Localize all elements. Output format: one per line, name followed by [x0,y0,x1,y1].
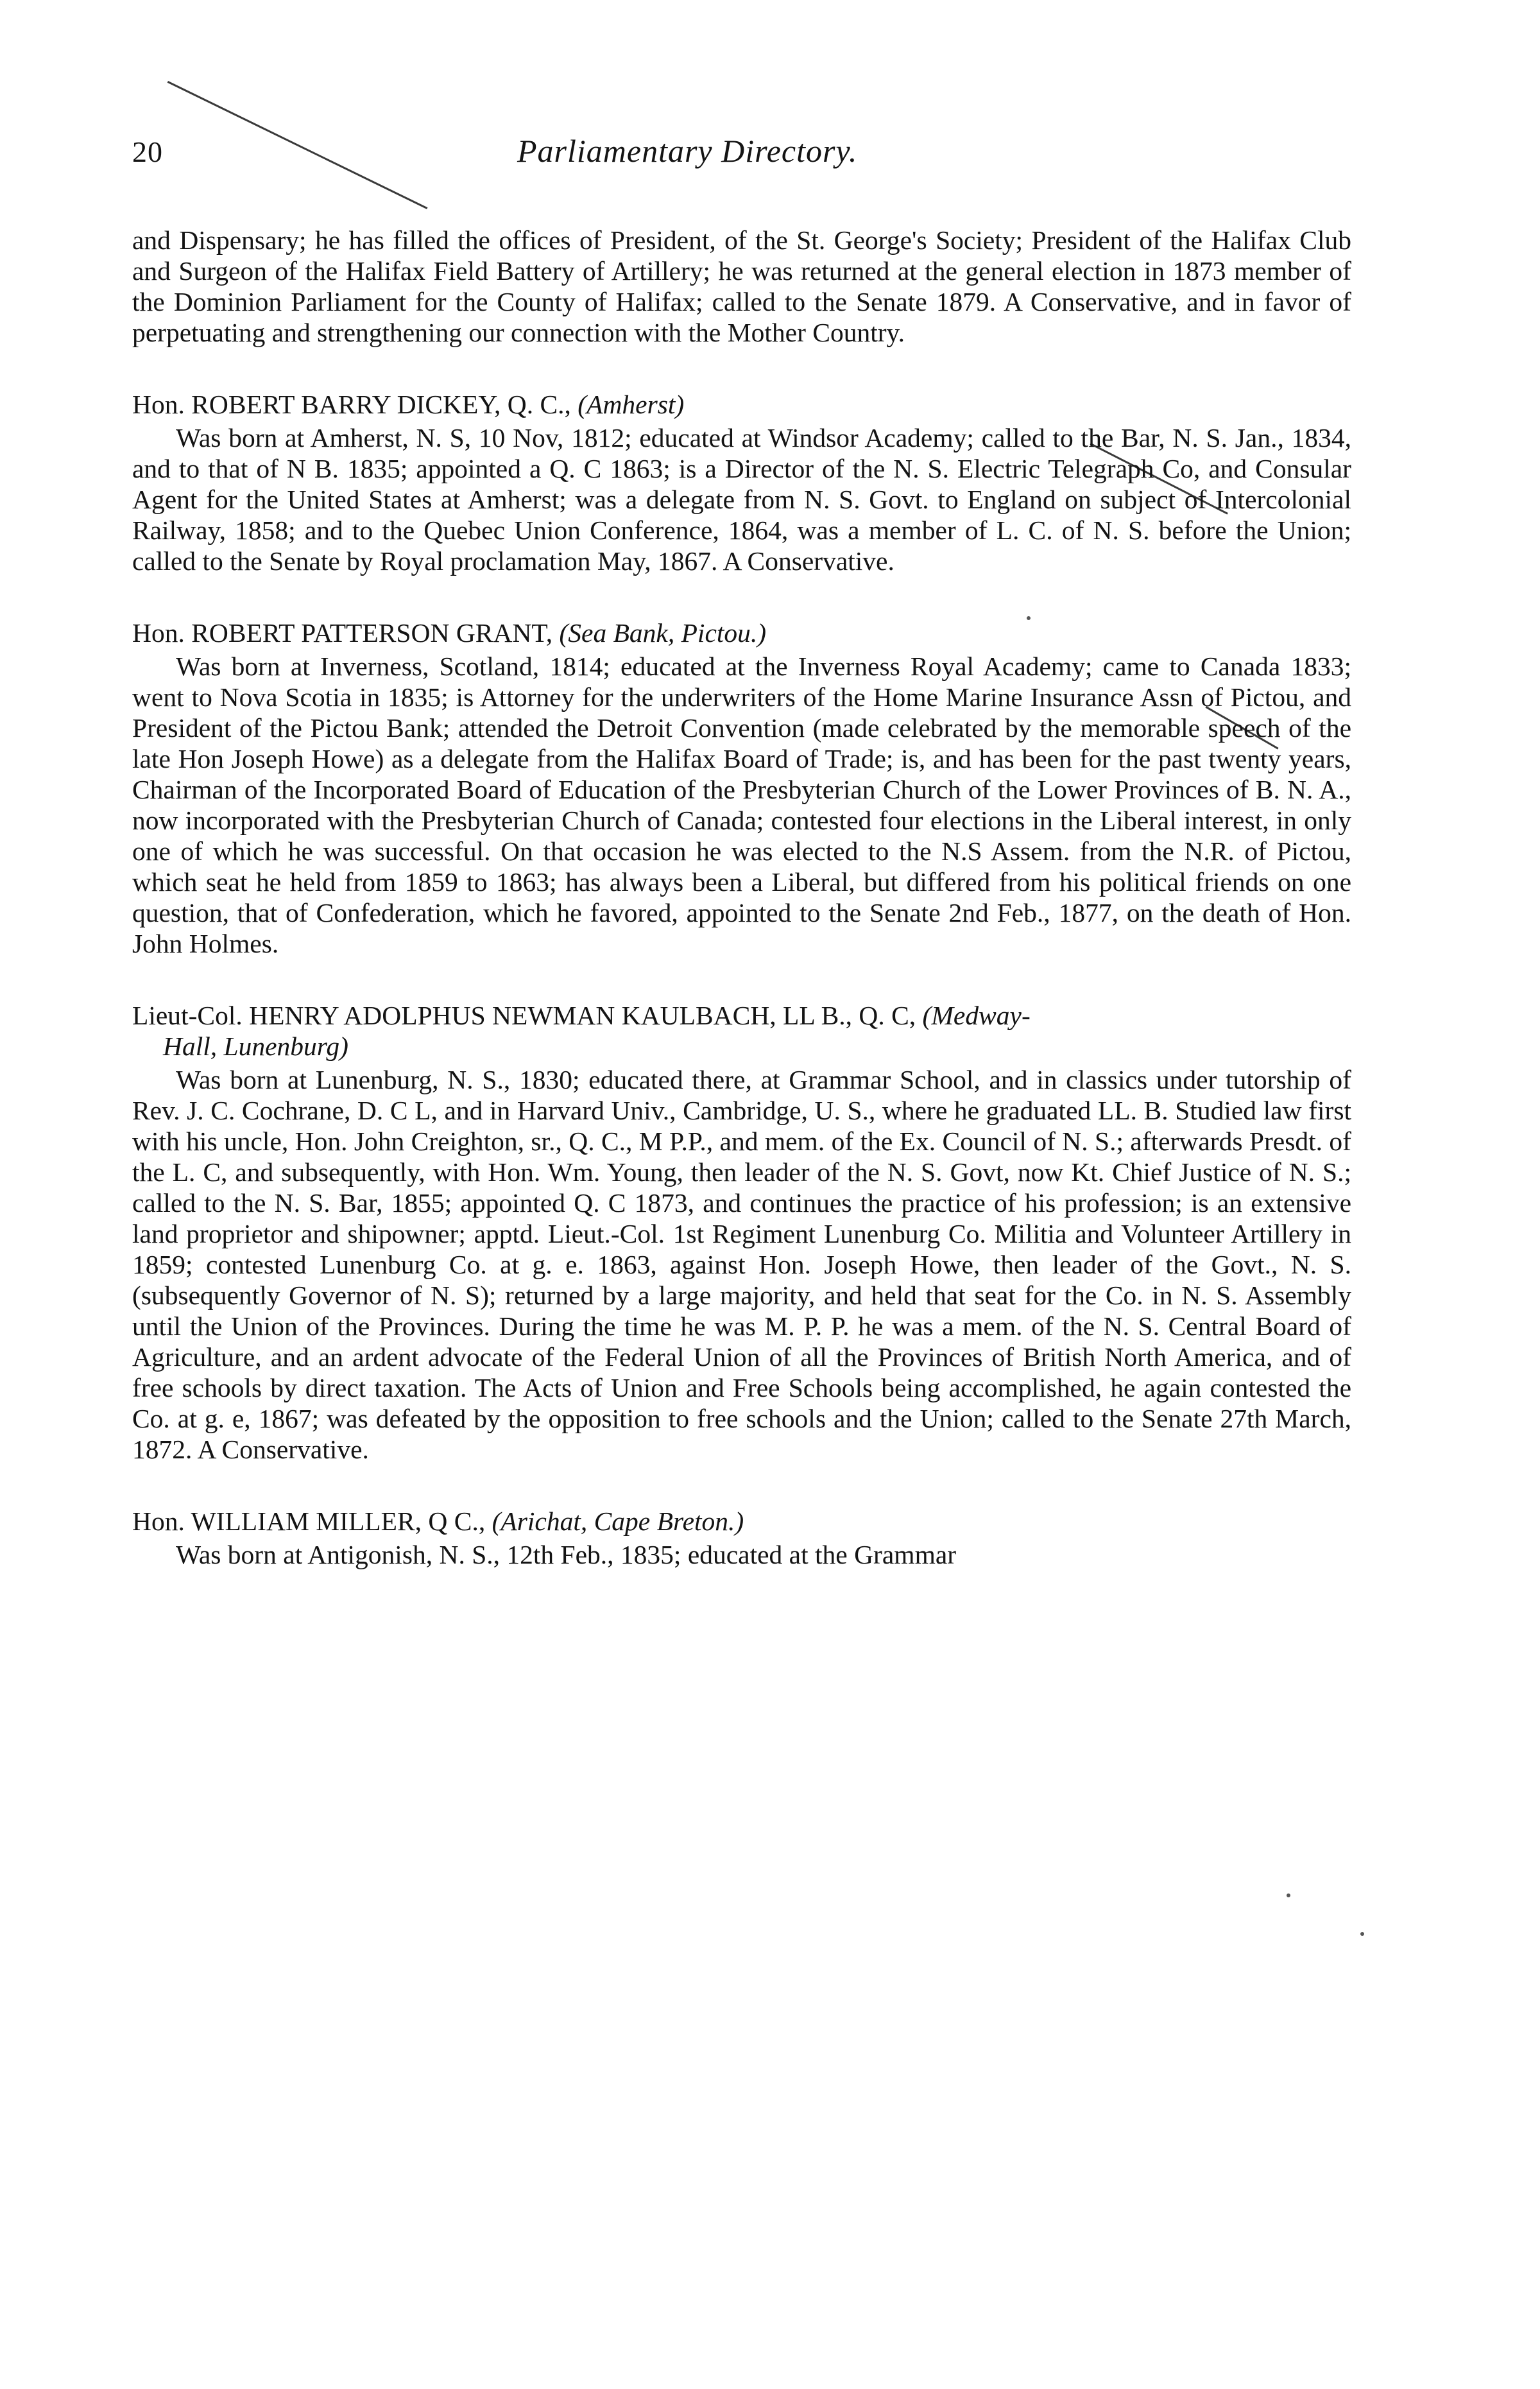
member-residence: (Amherst) [578,390,685,419]
entry-biography: Was born at Antigonish, N. S., 12th Feb., 1835; educated at the Grammar [176,1540,957,1569]
continuation-paragraph: and Dispensary; he has filled the offices of President, of the St. George's Society; President of the Halifax Club and Surgeon of the Halifax Field Battery of Artillery; he was returned at the general election in 1873 member of the Dominion Parliament for the County of Halifax; called to the Senate 1879. A Conservative, and in favor of perpetuating and strengthening our connection with the Mother Country. [132,225,1351,347]
biography-entry [132,1506,1351,1570]
biography-entry [132,1000,1351,1465]
biography-entry [132,389,1351,576]
biography-entry [132,617,1351,959]
entry-biography: Was born at Inverness, Scotland, 1814; educated at the Inverness Royal Academy; came to Canada 1833; went to Nova Scotia in 1835; is Attorney for the underwriters of the Home Marine Insurance Assn of Pictou, and President of the Pictou Bank; attended the Detroit Convention (made celebrated by the memorable speech of the late Hon Joseph Howe) as a delegate from the Halifax Board of Trade; is, and has been for the past twenty years, Chairman of the Incorporated Board of Education of the Presbyterian Church of the Lower Provinces of B. N. A., now incorporated with the Presbyterian Church of Canada; contested four elections in the Liberal interest, in only one of which he was successful. On that occasion he was elected to the N.S Assem. from the N.R. of Pictou, which seat he held from 1859 to 1863; has always been a Liberal, but differed from his political friends on one question, that of Confederation, which he favored, appointed to the Senate 2nd Feb., 1877, on the death of Hon. John Holmes. [132,651,1351,958]
member-name: Lieut-Col. HENRY ADOLPHUS NEWMAN KAULBACH, LL B., Q. C, [132,1001,916,1030]
page-number: 20 [132,135,163,168]
scan-speck [1360,1932,1364,1936]
entry-heading [132,389,1351,420]
running-title: Parliamentary Directory. [517,133,858,169]
entry-heading [132,1506,1351,1537]
entry-biography: Was born at Amherst, N. S, 10 Nov, 1812; educated at Windsor Academy; called to the Bar, N. S. Jan., 1834, and to that of N B. 1835; appointed a Q. C 1863; is a Director of the N. S. Electric Telegraph Co, and Consular Agent for the United States at Amherst; was a delegate from N. S. Govt. to England on subject of Intercolonial Railway, 1858; and to the Quebec Union Conference, 1864, was a member of L. C. of N. S. before the Union; called to the Senate by Royal proclamation May, 1867. A Conservative. [132,423,1351,576]
entry-biography: Was born at Lunenburg, N. S., 1830; educated there, at Grammar School, and in classics under tutorship of Rev. J. C. Cochrane, D. C L, and in Harvard Univ., Cambridge, U. S., where he graduated LL. B. Studied law first with his uncle, Hon. John Creighton, sr., Q. C., M P.P., and mem. of the Ex. Council of N. S.; afterwards Presdt. of the L. C, and subsequently, with Hon. Wm. Young, then leader of the N. S. Govt, now Kt. Chief Justice of N. S.; called to the N. S. Bar, 1855; appointed Q. C 1873, and continues the practice of his profession; is an extensive land proprietor and shipowner; apptd. Lieut.-Col. 1st Regiment Lunenburg Co. Militia and Volunteer Artillery in 1859; contested Lunenburg Co. at g. e. 1863, against Hon. Joseph Howe, then leader of the Govt., N. S. (subsequently Governor of N. S); returned by a large majority, and held that seat for the Co. in N. S. Assembly until the Union of the Provinces. During the time he was M. P. P. he was a mem. of the N. S. Central Board of Agriculture, and an ardent advocate of the Federal Union of all the Provinces of British North America, and of free schools by direct taxation. The Acts of Union and Free Schools being accomplished, he again contested the Co. at g. e, 1867; was defeated by the opposition to free schools and the Union; called to the Senate 27th March, 1872. A Conservative. [132,1065,1351,1464]
scan-speck [1287,1893,1290,1897]
entry-heading [132,617,1351,648]
page [132,135,1351,1570]
page-header [132,135,1351,180]
member-residence: (Sea Bank, Pictou.) [559,618,767,648]
member-residence: (Medway- [922,1001,1031,1030]
member-residence: (Arichat, Cape Breton.) [492,1506,744,1536]
member-residence-continued: Hall, Lunenburg) [163,1031,348,1061]
member-name: Hon. ROBERT BARRY DICKEY, Q. C., [132,390,571,419]
entry-heading [132,1000,1351,1062]
member-name: Hon. WILLIAM MILLER, Q C., [132,1506,486,1536]
member-name: Hon. ROBERT PATTERSON GRANT, [132,618,553,648]
